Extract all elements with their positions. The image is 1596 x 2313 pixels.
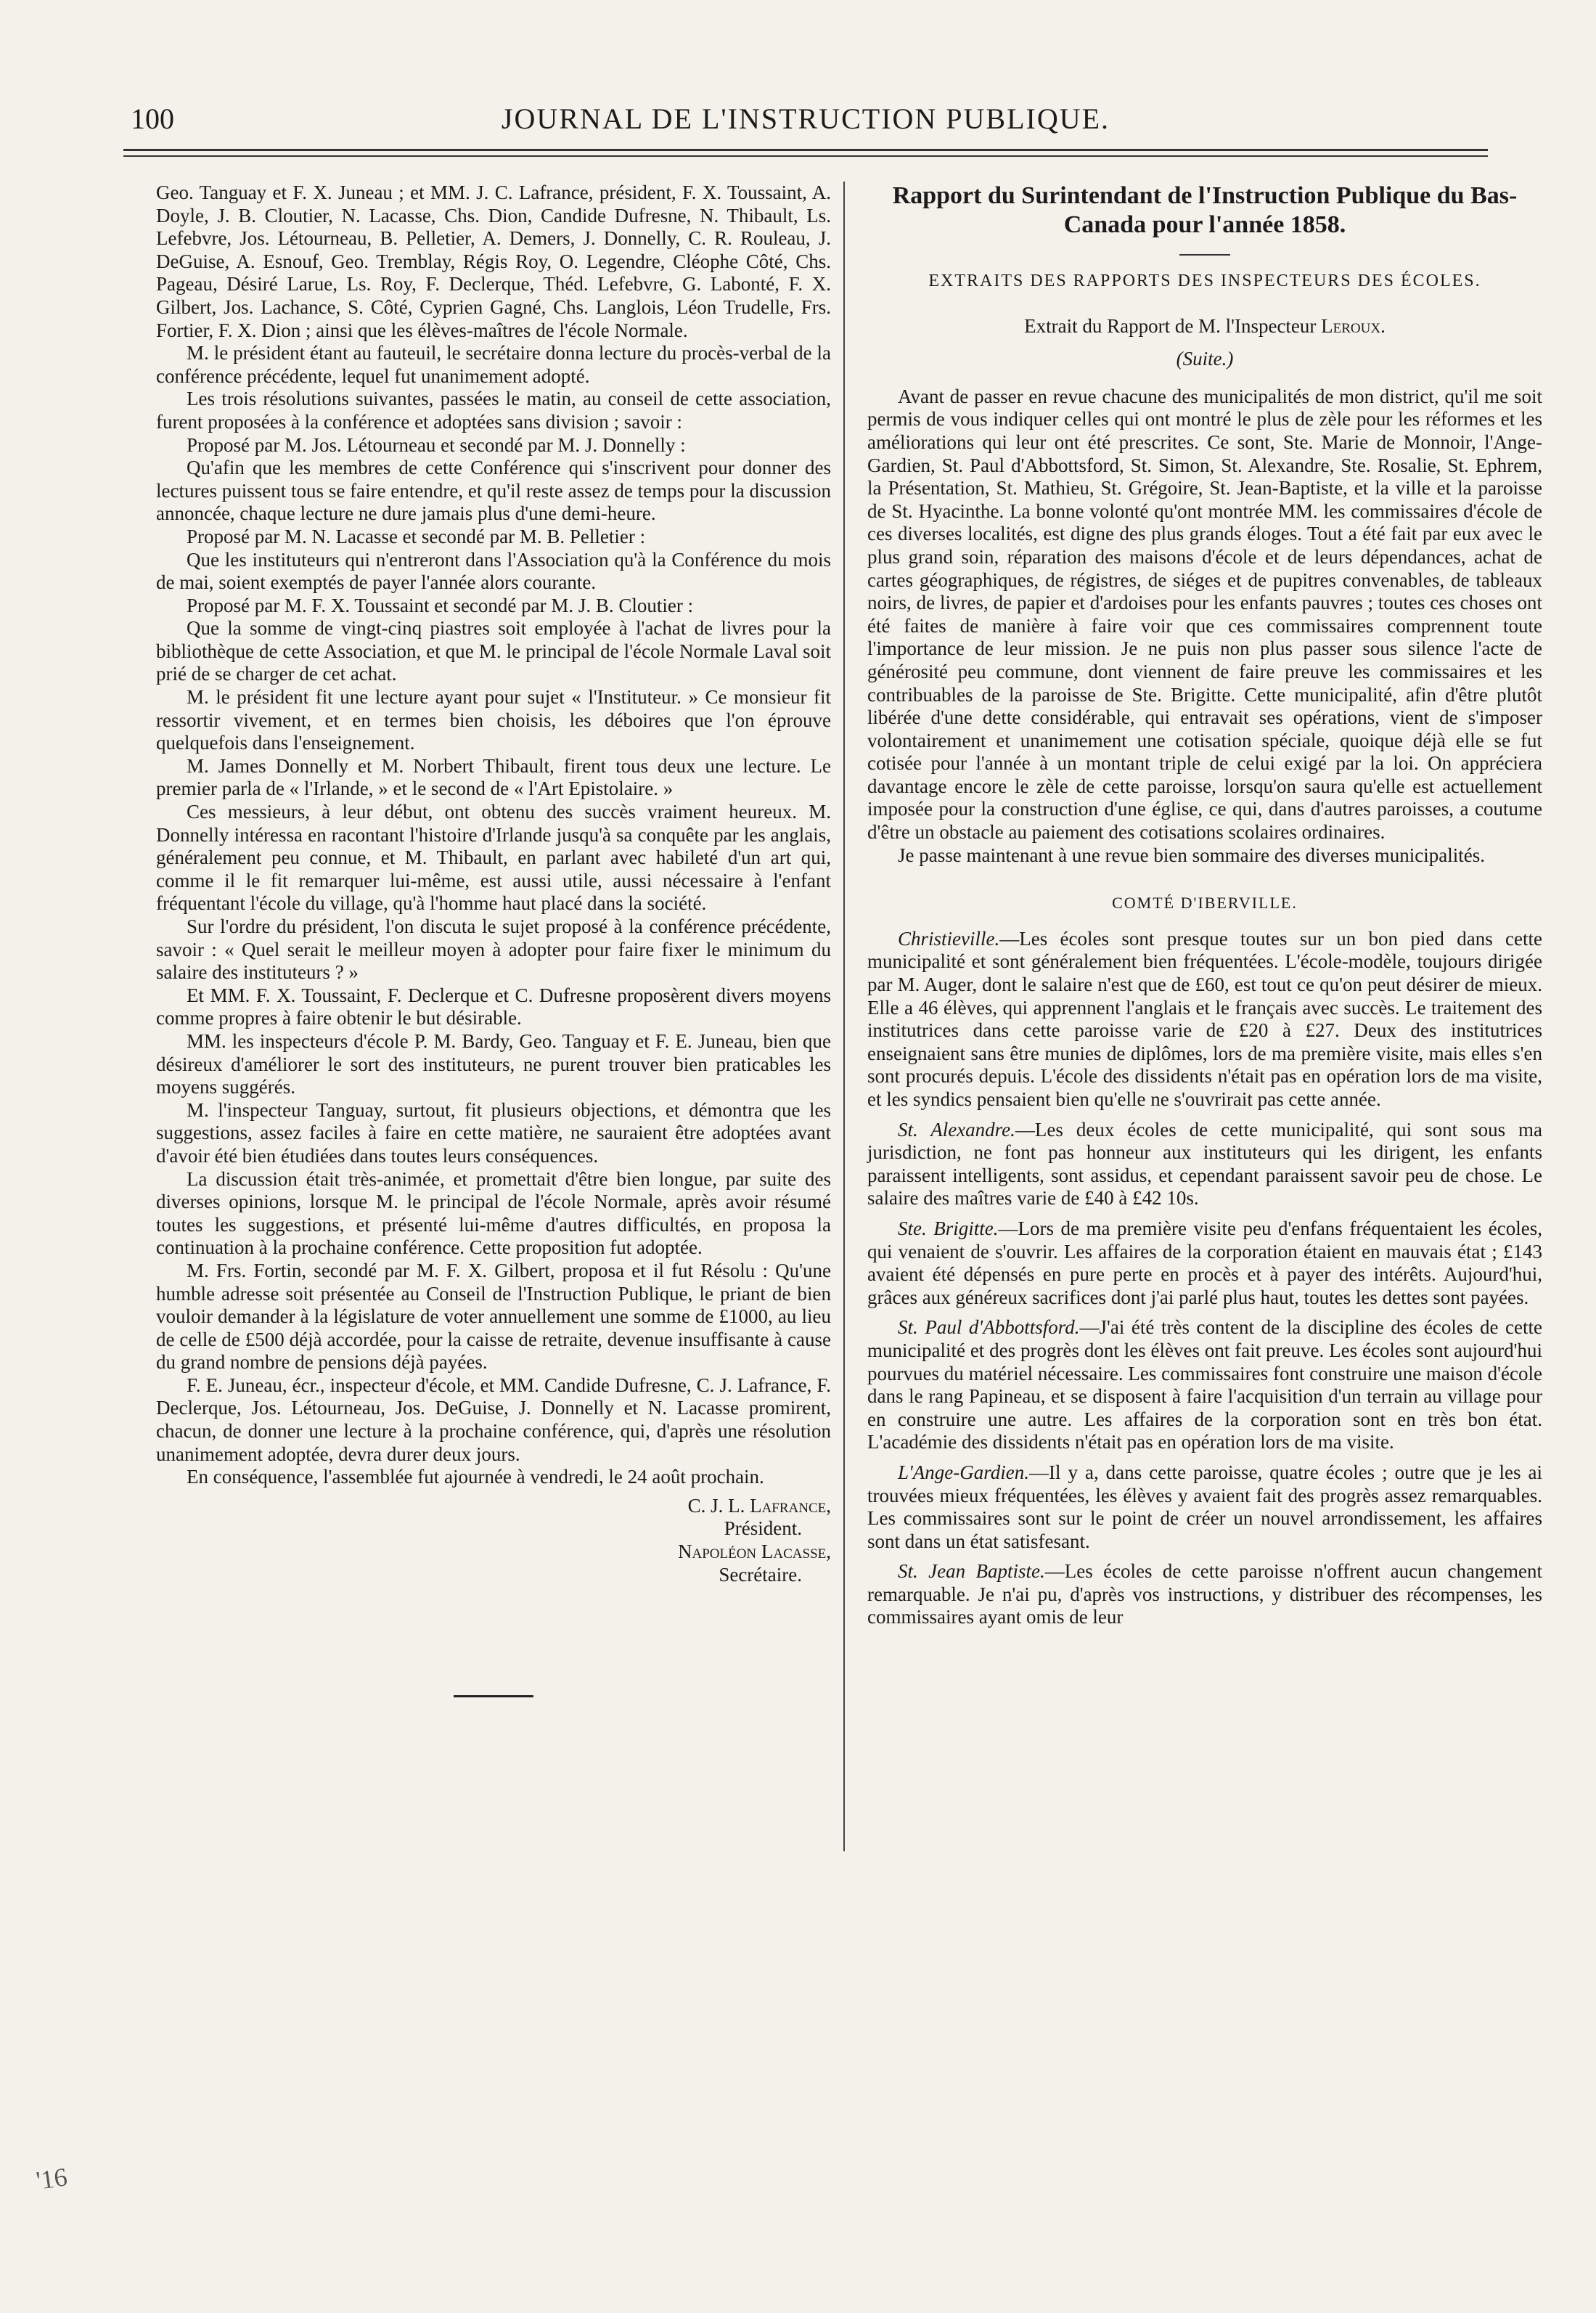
paragraph: M. le président fit une lecture ayant pour sujet « l'Instituteur. » Ce monsieur fit ressortir vivement, et en termes bien choisis, les déboires que l'on éprouve quelquefois dans l'enseignement. bbox=[156, 686, 831, 754]
paragraph: Qu'afin que les membres de cette Conférence qui s'inscrivent pour donner des lectures puissent tous se faire entendre, et qu'il reste assez de temps pour la discussion annoncée, chaque lecture ne dure jamais plus d'une demi-heure. bbox=[156, 457, 831, 525]
inspector-name: Leroux. bbox=[1321, 314, 1386, 337]
signature-name-president: C. J. L. Lafrance, bbox=[687, 1494, 831, 1517]
header-rule bbox=[123, 149, 1488, 151]
municipality-entry bbox=[867, 1119, 1542, 1210]
extrait-prefix: Extrait du Rapport de M. l'Inspecteur bbox=[1024, 314, 1317, 337]
county-heading: COMTÉ D'IBERVILLE. bbox=[1112, 894, 1298, 913]
municipality-name: Christieville. bbox=[898, 927, 1000, 950]
paragraph: Je passe maintenant à une revue bien sommaire des diverses municipalités. bbox=[898, 844, 1485, 866]
municipality-name: St. Paul d'Abbottsford. bbox=[898, 1316, 1080, 1339]
municipality-entry bbox=[867, 1217, 1542, 1309]
paragraph: Et MM. F. X. Toussaint, F. Declerque et C. Dufresne proposèrent divers moyens comme propres à faire obtenir le but désirable. bbox=[156, 984, 831, 1029]
municipality-text: —Les écoles sont presque toutes sur un bon pied dans cette municipalité et sont généralement bien fréquentées. L'école-modèle, toujours dirigée par M. Auger, dont le salaire n'est que de £60, est tout ce qu'on peut désirer de mieux. Elle a 46 élèves, qui apprennent l'anglais et le français avec succès. Le traitement des institutrices dans cette paroisse varie de £20 à £27. Deux des institutrices enseignaient sans être munies de diplômes, lors de ma première visite, mais elles s'en sont procurés depuis. L'école des dissidents n'était pas en opération lors de ma visite, et les syndics pensaient bien qu'elle ne s'ouvrirait pas cette année. bbox=[867, 927, 1542, 1110]
column-divider bbox=[843, 181, 845, 1851]
paragraph: M. James Donnelly et M. Norbert Thibault, firent tous deux une lecture. Le premier parla de « l'Irlande, » et le second de « l'Art Epistolaire. » bbox=[156, 754, 831, 800]
extraits-heading: EXTRAITS DES RAPPORTS DES INSPECTEURS DES ÉCOLES. bbox=[928, 272, 1481, 290]
paragraph: M. le président étant au fauteuil, le secrétaire donna lecture du procès-verbal de la conférence précédente, lequel fut unanimement adopté. bbox=[156, 342, 831, 387]
extrait-subheading bbox=[867, 315, 1542, 338]
paragraph: Les trois résolutions suivantes, passées le matin, au conseil de cette association, furent proposées à la conférence et adoptées sans division ; savoir : bbox=[156, 388, 831, 433]
paragraph: F. E. Juneau, écr., inspecteur d'école, et MM. Candide Dufresne, C. J. Lafrance, F. Declerque, Jos. Létourneau, Jos. DeGuise, J. Donnelly et N. Lacasse promirent, chacun, de donner une lecture à la prochaine conférence, qui, d'après une résolution unanimement adoptée, devra durer deux jours. bbox=[156, 1374, 831, 1465]
page-number: 100 bbox=[131, 102, 174, 135]
municipality-text: —Les deux écoles de cette municipalité, qui sont sous ma jurisdiction, ne font pas honneur aux instituteurs qui les dirigent, les enfants paraissent intelligents, sont assidus, et cependant paraissent savoir peu de chose. Le salaire des maîtres varie de £40 à £42 10s. bbox=[867, 1118, 1543, 1209]
suite-label: (Suite.) bbox=[1176, 348, 1234, 370]
title-rule bbox=[1179, 254, 1230, 256]
paragraph: MM. les inspecteurs d'école P. M. Bardy, Geo. Tanguay et F. E. Juneau, bien que désireux d'améliorer le sort des instituteurs, ne purent trouver bien praticables les moyens suggérés. bbox=[156, 1029, 831, 1098]
paragraph: Proposé par M. N. Lacasse et secondé par M. B. Pelletier : bbox=[187, 525, 646, 547]
paragraph: M. Frs. Fortin, secondé par M. F. X. Gilbert, proposa et il fut Résolu : Qu'une humble adresse soit présentée au Conseil de l'Instruction Publique, le priant de bien vouloir demander à la législature de voter annuellement une somme de £1000, au lieu de celle de £500 déjà accordée, pour la caisse de retraite, devenue insuffisante à cause du grand nombre de pensions déjà payées. bbox=[156, 1259, 831, 1374]
paragraph: Proposé par M. Jos. Létourneau et secondé par M. J. Donnelly : bbox=[187, 433, 686, 456]
municipality-entry bbox=[867, 1560, 1542, 1629]
paragraph: Sur l'ordre du président, l'on discuta le sujet proposé à la conférence précédente, savoir : « Quel serait le meilleur moyen à adopter pour faire fixer le minimum du salaire des instituteurs ? » bbox=[156, 915, 831, 984]
signature-role-secretary: Secrétaire. bbox=[719, 1563, 802, 1586]
paragraph: La discussion était très-animée, et promettait d'être bien longue, par suite des diverses opinions, lorsque M. le principal de l'école Normale, après avoir résumé toutes les suggestions, et présenté lui-même d'autres difficultés, en proposa la continuation à la prochaine conférence. Cette proposition fut adoptée. bbox=[156, 1167, 831, 1259]
paragraph: Que la somme de vingt-cinq piastres soit employée à l'achat de livres pour la bibliothèque de cette Association, et que M. le principal de l'école Normale Laval soit prié de se charger de cet achat. bbox=[156, 617, 831, 685]
municipality-entry bbox=[867, 1316, 1542, 1454]
paragraph: Que les instituteurs qui n'entreront dans l'Association qu'à la Conférence du mois de mai, soient exemptés de payer l'année alors courante. bbox=[156, 548, 831, 594]
municipality-entry bbox=[867, 928, 1542, 1111]
signature-name-secretary: Napoléon Lacasse, bbox=[677, 1541, 831, 1563]
signature-block bbox=[156, 1495, 831, 1586]
municipality-name: Ste. Brigitte. bbox=[898, 1217, 999, 1239]
paragraph: Proposé par M. F. X. Toussaint et secondé par M. J. B. Cloutier : bbox=[187, 594, 694, 616]
municipality-name: L'Ange-Gardien. bbox=[898, 1461, 1029, 1483]
paragraph: Geo. Tanguay et F. X. Juneau ; et MM. J. C. Lafrance, président, F. X. Toussaint, A. Doyle, J. B. Cloutier, N. Lacasse, Chs. Dion, Candide Dufresne, N. Thibault, Ls. Lefebvre, Jos. Létourneau, B. Pelletier, A. Demers, J. Donnelly, C. R. Rouleau, J. DeGuise, A. Esnouf, Geo. Tremblay, Régis Roy, O. Legendre, Cléophe Côté, Chs. Pageau, Désiré Larue, Ls. Roy, F. Declerque, Théd. Lefebvre, G. Labonté, F. X. Gilbert, Jos. Lachance, S. Côté, Cyprien Gagné, Chs. Langlois, Léon Trudelle, Frs. Fortier, F. X. Dion ; ainsi que les élèves-maîtres de l'école Normale. bbox=[156, 181, 831, 341]
paragraph: Avant de passer en revue chacune des municipalités de mon district, qu'il me soit permis de vous indiquer celles qui ont montré le plus de zèle pour les réformes et les améliorations qui leur ont été prescrites. Ce sont, Ste. Marie de Monnoir, l'Ange-Gardien, St. Paul d'Abbottsford, St. Simon, St. Alexandre, Ste. Rosalie, St. Ephrem, la Présentation, St. Mathieu, St. Grégoire, St. Jean-Baptiste, et la ville et la paroisse de St. Hyacinthe. La bonne volonté qu'ont montrée MM. les commissaires d'école de ces diverses localités, est digne des plus grands éloges. Tout a été fait par eux avec le plus grand soin, réparation des maisons d'école et de leurs dépendances, achat de cartes géographiques, de régistres, de siéges et de pupitres convenables, de tableaux noirs, de livres, de papier et d'ardoises pour les enfants pauvres ; toutes ces choses ont été faites de manière à faire voir que ces commissaires comprennent toute l'importance de leur mission. Je ne puis non plus passer sous silence l'acte de générosité peu commune, dont viennent de faire preuve les commissaires et les contribuables de la paroisse de Ste. Brigitte. Cette municipalité, afin d'être plutôt libérée d'une dette considérable, qui entravait ses opérations, vient de s'imposer volontairement et unanimement une cotisation spéciale, quoique déjà elle se fut cotisée pour l'année à un montant triple de celui exigé par la loi. On appréciera davantage encore le zèle de cette paroisse, lorsqu'on saura qu'elle est actuellement imposée pour la construction d'une église, ce qui, dans d'autres paroisses, a coutume d'être un obstacle au paiement des cotisations scolaires ordinaires. bbox=[867, 385, 1542, 844]
municipality-name: St. Jean Baptiste. bbox=[898, 1560, 1045, 1583]
right-column bbox=[867, 181, 1542, 1629]
municipality-text: —J'ai été très content de la discipline des écoles de cette municipalité et des progrès dont les élèves ont fait preuve. Les écoles sont aujourd'hui pourvues du matériel nécessaire. Les commissaires font construire une maison d'école dans le rang Papineau, et se disposent à faire l'acquisition d'un terrain au village pour en construire une autre. Les affaires de la corporation sont en très bon état. L'académie des dissidents n'était pas en opération lors de ma visite. bbox=[867, 1316, 1543, 1453]
report-title: Rapport du Surintendant de l'Instruction Publique du Bas-Canada pour l'année 1858. bbox=[892, 182, 1518, 238]
municipality-text: —Il y a, dans cette paroisse, quatre écoles ; outre que je les ai trouvées mieux fréquentées, les élèves y avaient fait des progrès assez remarquables. Les commissaires sont sur le point de créer un nouvel arrondissement, les affaires sont dans un état satisfesant. bbox=[867, 1461, 1542, 1552]
municipality-name: St. Alexandre. bbox=[898, 1118, 1015, 1141]
signature-role-president: Président. bbox=[724, 1517, 802, 1540]
municipality-entry bbox=[867, 1461, 1542, 1553]
paragraph: En conséquence, l'assemblée fut ajournée à vendredi, le 24 août prochain. bbox=[187, 1466, 764, 1488]
paragraph: Ces messieurs, à leur début, ont obtenu des succès vraiment heureux. M. Donnelly intéressa en racontant l'histoire d'Irlande jusqu'à sa conquête par les anglais, généralement peu connue, et M. Thibault, en parlant avec habileté d'un art qui, comme il le fit remarquer lui-même, est aussi utile, aussi nécessaire à l'enfant fréquentant l'école du village, qu'à l'homme haut placé dans la société. bbox=[156, 801, 831, 915]
municipality-text: —Lors de ma première visite peu d'enfans fréquentaient les écoles, qui venaient de s'ouvrir. Les affaires de la corporation étaient en mauvais état ; £143 avaient été dépensés en pure perte en procès et à payer des intérêts. Aujourd'hui, grâces aux généreux sacrifices dont j'ai parlé plus haut, toutes les dettes sont payées. bbox=[867, 1217, 1542, 1308]
page-header bbox=[123, 102, 1488, 138]
municipality-text: —Les écoles de cette paroisse n'offrent aucun changement remarquable. Je n'ai pu, d'après vos instructions, y distribuer des récompenses, les commissaires ayant omis de leur bbox=[867, 1560, 1542, 1628]
section-end-rule bbox=[454, 1695, 533, 1697]
left-column bbox=[156, 181, 831, 1697]
header-rule-thin bbox=[123, 155, 1488, 157]
paragraph: M. l'inspecteur Tanguay, surtout, fit plusieurs objections, et démontra que les suggestions, assez faciles à faire en cette matière, ne sauraient être adoptées avant d'avoir été bien étudiées dans toutes leurs conséquences. bbox=[156, 1098, 831, 1167]
running-title: JOURNAL DE L'INSTRUCTION PUBLIQUE. bbox=[501, 102, 1110, 135]
corner-mark: '16 bbox=[34, 2162, 70, 2195]
